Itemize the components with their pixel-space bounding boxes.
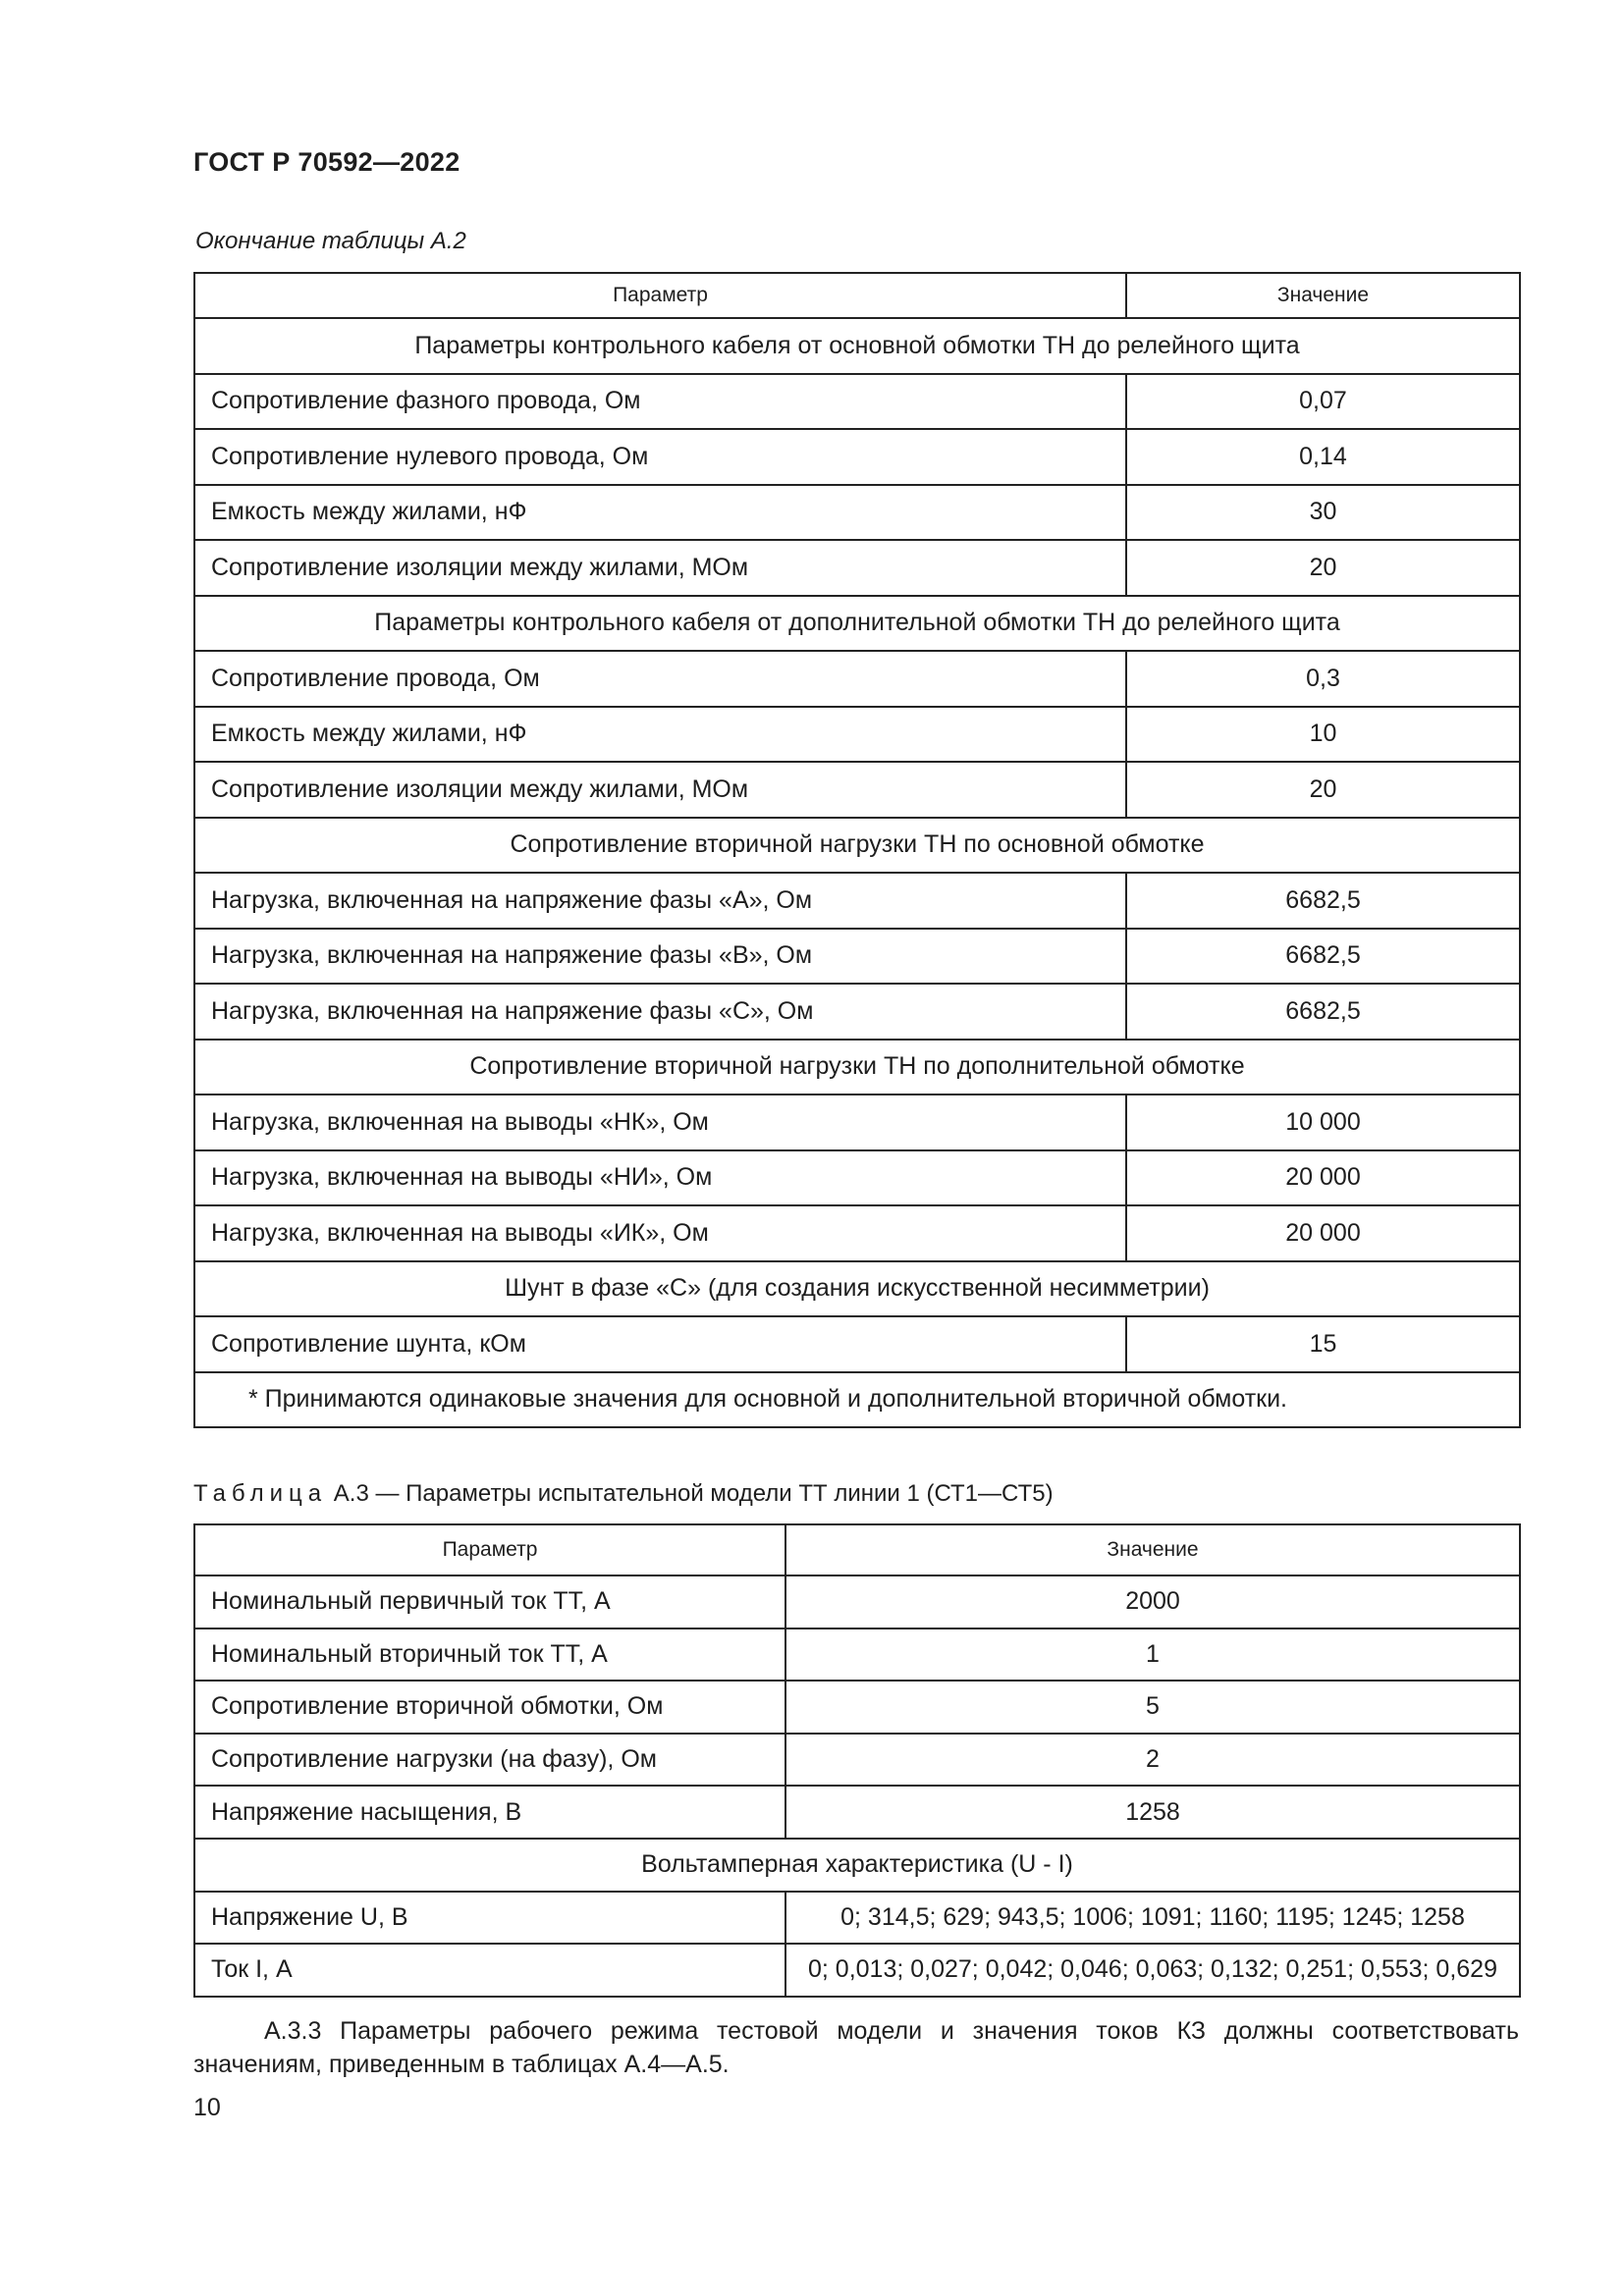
param-cell: Напряжение U, В (194, 1892, 785, 1945)
section-row (194, 818, 1520, 874)
column-header-value: Значение (1126, 273, 1520, 318)
table-row (194, 651, 1520, 707)
table-footnote: * Принимаются одинаковые значения для основной и дополнительной вторичной обмотки. (194, 1372, 1520, 1428)
value-cell: 6682,5 (1126, 929, 1520, 985)
section-row (194, 1839, 1520, 1892)
column-header-param: Параметр (194, 273, 1126, 318)
param-cell: Нагрузка, включенная на напряжение фазы «А», Ом (194, 873, 1126, 929)
param-cell: Нагрузка, включенная на выводы «НИ», Ом (194, 1150, 1126, 1206)
param-cell: Нагрузка, включенная на напряжение фазы «С», Ом (194, 984, 1126, 1040)
param-cell: Напряжение насыщения, В (194, 1786, 785, 1839)
table-row (194, 873, 1520, 929)
param-cell: Сопротивление вторичной обмотки, Ом (194, 1681, 785, 1734)
table-row (194, 1892, 1520, 1945)
value-cell: 0; 0,013; 0,027; 0,042; 0,046; 0,063; 0,132; 0,251; 0,553; 0,629 (785, 1944, 1520, 1997)
value-cell: 30 (1126, 485, 1520, 541)
table-row (194, 1629, 1520, 1682)
value-cell: 1258 (785, 1786, 1520, 1839)
section-title: Вольтамперная характеристика (U - I) (194, 1839, 1520, 1892)
section-title: Параметры контрольного кабеля от дополнительной обмотки ТН до релейного щита (194, 596, 1520, 652)
value-cell: 20 (1126, 540, 1520, 596)
value-cell: 6682,5 (1126, 984, 1520, 1040)
table-caption (193, 1480, 1054, 1508)
table-row (194, 929, 1520, 985)
page-number: 10 (193, 2094, 221, 2121)
param-cell: Номинальный вторичный ток ТТ, А (194, 1629, 785, 1682)
table-caption-label: Таблица (193, 1480, 328, 1507)
table-a3 (193, 1523, 1521, 1998)
table-caption-text: А.3 — Параметры испытательной модели ТТ линии 1 (СТ1—СТ5) (333, 1480, 1054, 1507)
body-paragraph: А.3.3 Параметры рабочего режима тестовой модели и значения токов КЗ должны соответствовать значениям, приведенным в таблицах А.4—А.5. (193, 2017, 1519, 2078)
table-row (194, 1944, 1520, 1997)
value-cell: 10 000 (1126, 1095, 1520, 1150)
section-title: Сопротивление вторичной нагрузки ТН по дополнительной обмотке (194, 1040, 1520, 1095)
table-row (194, 707, 1520, 763)
value-cell: 1 (785, 1629, 1520, 1682)
param-cell: Емкость между жилами, нФ (194, 707, 1126, 763)
section-row (194, 596, 1520, 652)
table-row (194, 429, 1520, 485)
section-title: Сопротивление вторичной нагрузки ТН по основной обмотке (194, 818, 1520, 874)
value-cell: 0,07 (1126, 374, 1520, 430)
value-cell: 15 (1126, 1316, 1520, 1372)
table-row (194, 374, 1520, 430)
table-row (194, 1205, 1520, 1261)
param-cell: Нагрузка, включенная на напряжение фазы «В», Ом (194, 929, 1126, 985)
value-cell: 0; 314,5; 629; 943,5; 1006; 1091; 1160; 1195; 1245; 1258 (785, 1892, 1520, 1945)
value-cell: 6682,5 (1126, 873, 1520, 929)
value-cell: 20 (1126, 762, 1520, 818)
section-row (194, 1261, 1520, 1317)
value-cell: 0,3 (1126, 651, 1520, 707)
table-row (194, 540, 1520, 596)
param-cell: Номинальный первичный ток ТТ, А (194, 1575, 785, 1629)
table-row (194, 485, 1520, 541)
param-cell: Сопротивление нулевого провода, Ом (194, 429, 1126, 485)
param-cell: Сопротивление фазного провода, Ом (194, 374, 1126, 430)
value-cell: 0,14 (1126, 429, 1520, 485)
table-row (194, 1681, 1520, 1734)
section-row (194, 1040, 1520, 1095)
param-cell: Емкость между жилами, нФ (194, 485, 1126, 541)
section-title: Шунт в фазе «С» (для создания искусственной несимметрии) (194, 1261, 1520, 1317)
table-header-row (194, 1524, 1520, 1575)
param-cell: Нагрузка, включенная на выводы «НК», Ом (194, 1095, 1126, 1150)
table-row (194, 1734, 1520, 1787)
value-cell: 2 (785, 1734, 1520, 1787)
column-header-param: Параметр (194, 1524, 785, 1575)
table-row (194, 762, 1520, 818)
value-cell: 5 (785, 1681, 1520, 1734)
param-cell: Сопротивление нагрузки (на фазу), Ом (194, 1734, 785, 1787)
value-cell: 20 000 (1126, 1150, 1520, 1206)
table-row (194, 1095, 1520, 1150)
table-row (194, 1150, 1520, 1206)
table-a2 (193, 272, 1521, 1428)
value-cell: 2000 (785, 1575, 1520, 1629)
column-header-value: Значение (785, 1524, 1520, 1575)
section-title: Параметры контрольного кабеля от основной обмотки ТН до релейного щита (194, 318, 1520, 374)
param-cell: Сопротивление изоляции между жилами, МОм (194, 540, 1126, 596)
param-cell: Ток I, А (194, 1944, 785, 1997)
footnote-row (194, 1372, 1520, 1428)
section-row (194, 318, 1520, 374)
value-cell: 10 (1126, 707, 1520, 763)
table-row (194, 1316, 1520, 1372)
value-cell: 20 000 (1126, 1205, 1520, 1261)
param-cell: Нагрузка, включенная на выводы «ИК», Ом (194, 1205, 1126, 1261)
table-continuation-note: Окончание таблицы А.2 (195, 228, 466, 254)
table-row (194, 1575, 1520, 1629)
param-cell: Сопротивление изоляции между жилами, МОм (194, 762, 1126, 818)
table-row (194, 1786, 1520, 1839)
table-row (194, 984, 1520, 1040)
param-cell: Сопротивление шунта, кОм (194, 1316, 1126, 1372)
document-header: ГОСТ Р 70592—2022 (193, 147, 460, 177)
param-cell: Сопротивление провода, Ом (194, 651, 1126, 707)
table-header-row (194, 273, 1520, 318)
